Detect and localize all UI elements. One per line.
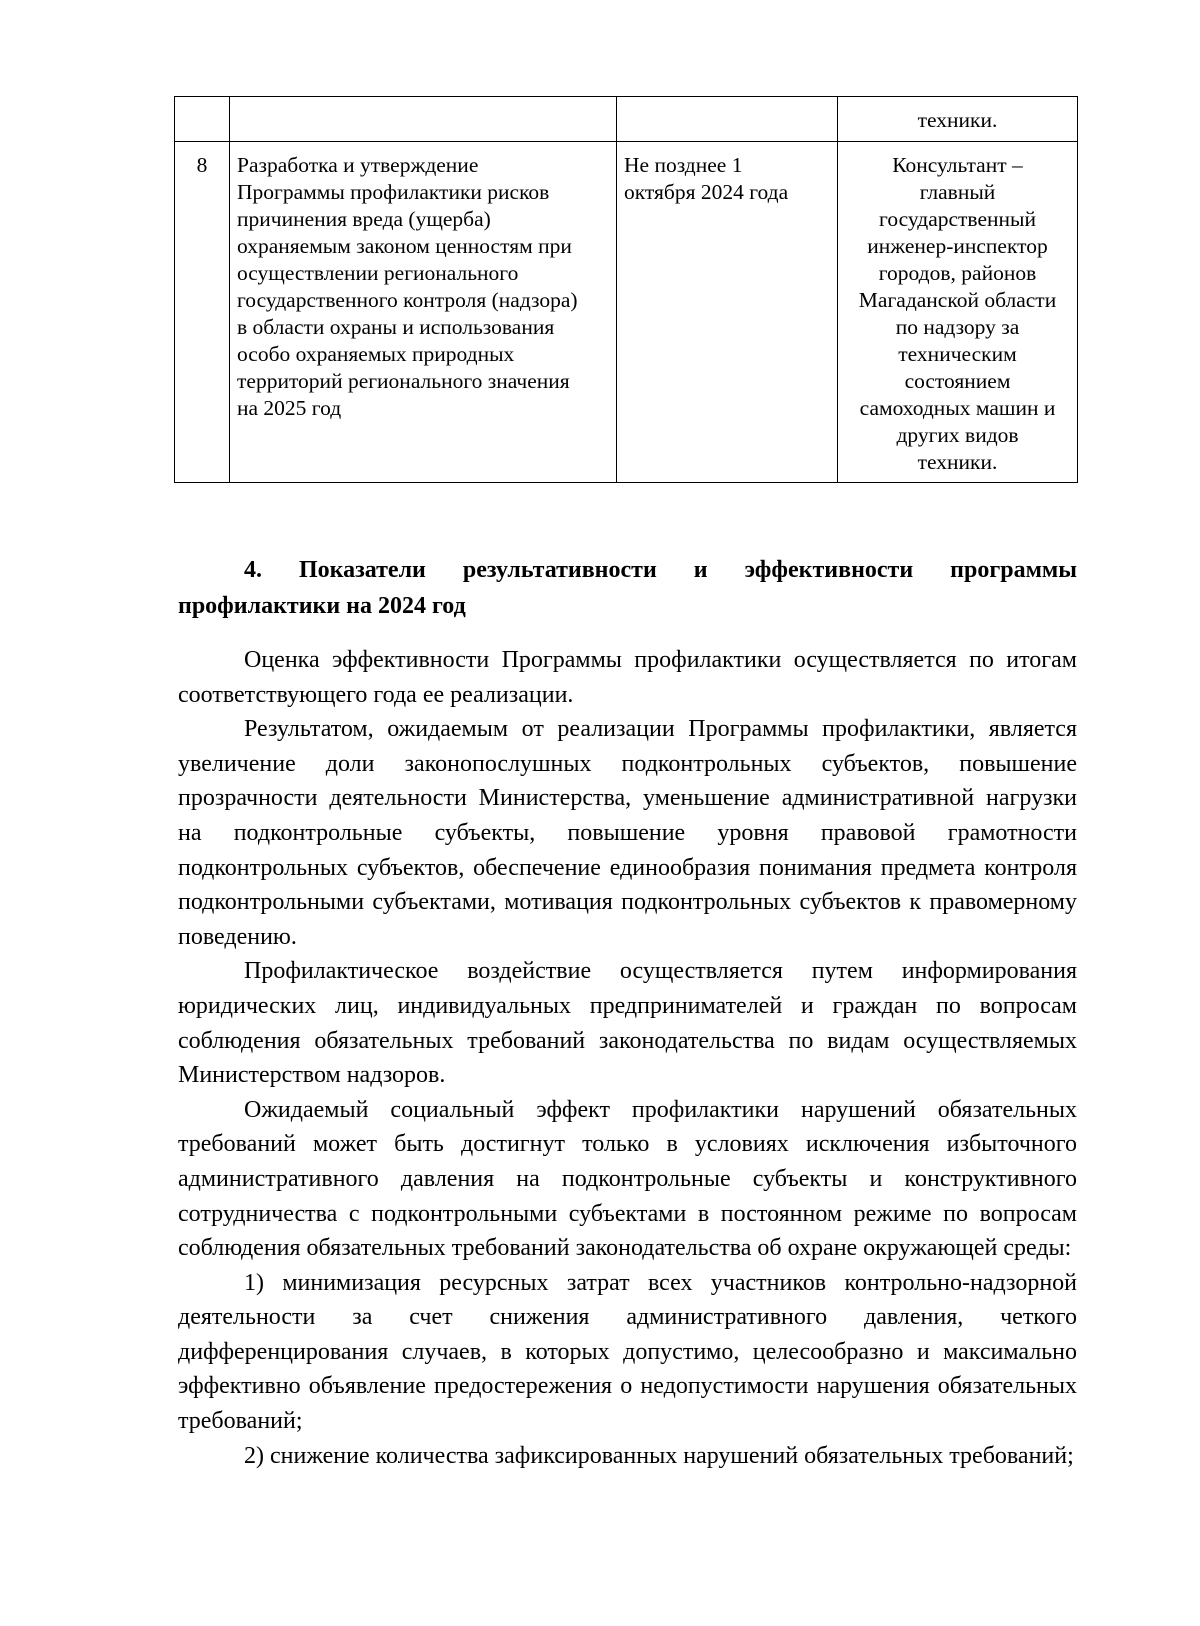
responsible-line: главный — [919, 180, 996, 204]
responsible-line: техническим — [898, 342, 1017, 366]
action-line: на 2025 год — [237, 396, 342, 420]
responsible-line: городов, районов — [878, 261, 1037, 285]
responsible-line: других видов — [896, 423, 1019, 447]
section-body — [178, 643, 1077, 1473]
list-item: 1) минимизация ресурсных затрат всех участников контрольно-надзорной деятельности за счет снижения административного давления, четкого дифференцирования случаев, в которых допустимо, целесообразно и максимально эффективно объявление предостережения о недопустимости нарушения обязательных требований; — [178, 1269, 1077, 1435]
responsible-line: по надзору за — [895, 315, 1020, 339]
action-line: причинения вреда (ущерба) — [237, 207, 491, 231]
responsible-line: Магаданской области — [858, 288, 1057, 312]
deadline-cell — [617, 142, 838, 483]
paragraph: Профилактическое воздействие осуществляется путем информирования юридических лиц, индивидуальных предпринимателей и граждан по вопросам соблюдения обязательных требований законодательства по видам осуществляемых Министерством надзоров. — [178, 958, 1077, 1089]
deadline-line: Не позднее 1 — [624, 153, 743, 177]
action-cell — [230, 97, 617, 142]
section-heading: 4. Показатели результативности и эффективности программы профилактики на 2024 год — [178, 557, 1077, 619]
paragraph: Результатом, ожидаемым от реализации Программы профилактики, является увеличение доли законопослушных подконтрольных субъектов, повышение прозрачности деятельности Министерства, уменьшение административной нагрузки на подконтрольные субъекты, повышение уровня правовой грамотности подконтрольных субъектов, обеспечение единообразия понимания предмета контроля подконтрольными субъектами, мотивация подконтрольных субъектов к правомерному поведению. — [178, 716, 1077, 950]
measures-table — [174, 96, 1078, 483]
responsible-cell: техники. — [838, 97, 1078, 142]
responsible-line: состоянием — [904, 369, 1011, 393]
action-line: государственного контроля (надзора) — [237, 288, 578, 312]
table-row — [175, 97, 1078, 142]
action-line: территорий регионального значения — [237, 369, 570, 393]
deadline-cell — [617, 97, 838, 142]
responsible-line: инженер-инспектор — [867, 234, 1048, 258]
paragraph: Оценка эффективности Программы профилактики осуществляется по итогам соответствующего года ее реализации. — [178, 647, 1077, 708]
action-line: охраняемым законом ценностям при — [237, 234, 572, 258]
action-line: осуществлении регионального — [237, 261, 519, 285]
table-row — [175, 142, 1078, 483]
responsible-line: Консультант – — [892, 153, 1023, 177]
responsible-line: техники. — [917, 450, 998, 474]
row-number-cell: 8 — [175, 142, 230, 483]
list-item: 2) снижение количества зафиксированных нарушений обязательных требований; — [244, 1442, 1074, 1469]
action-line: Программы профилактики рисков — [237, 180, 550, 204]
deadline-line: октября 2024 года — [624, 180, 789, 204]
responsible-line: государственный — [879, 207, 1036, 231]
action-line: в области охраны и использования — [237, 315, 555, 339]
row-number-cell — [175, 97, 230, 142]
paragraph: Ожидаемый социальный эффект профилактики нарушений обязательных требований может быть достигнут только в условиях исключения избыточного административного давления на подконтрольные субъекты и конструктивного сотрудничества с подконтрольными субъектами в постоянном режиме по вопросам соблюдения обязательных требований законодательства об охране окружающей среды: — [178, 1096, 1077, 1262]
responsible-line: самоходных машин и — [859, 396, 1056, 420]
action-line: особо охраняемых природных — [237, 342, 515, 366]
responsible-cell — [838, 142, 1078, 483]
action-cell — [230, 142, 617, 483]
action-line: Разработка и утверждение — [237, 153, 479, 177]
